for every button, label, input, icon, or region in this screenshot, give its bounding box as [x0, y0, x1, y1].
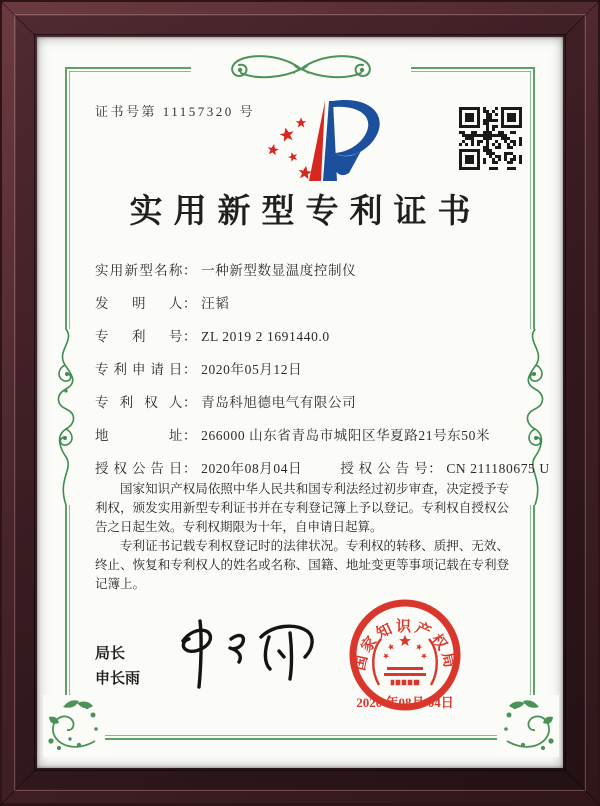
legal-text: [95, 480, 509, 594]
field-colon: ：: [183, 263, 198, 278]
top-flourish-ornament: [191, 49, 411, 87]
field-row-address: [95, 424, 513, 457]
signer-block: [95, 641, 140, 691]
field-row-filing-date: [95, 358, 513, 391]
field-label: 专利申请日: [95, 362, 183, 377]
field-value: 2020年05月12日: [201, 362, 303, 377]
field-value: ZL 2019 2 1691440.0: [201, 329, 330, 344]
field-row-inventor: [95, 292, 513, 325]
cnipa-logo-icon: [249, 95, 425, 189]
field-colon: ：: [183, 461, 198, 476]
left-scroll-ornament: [51, 329, 81, 505]
bottom-left-floral-ornament: [43, 695, 105, 757]
field-value: 一种新型数显温度控制仪: [201, 263, 357, 278]
field-label: 专利权人: [95, 395, 183, 410]
field-label: 授权公告日: [95, 461, 183, 476]
field-colon: ：: [428, 461, 443, 476]
field-row-name: [95, 259, 513, 292]
bottom-right-floral-ornament: [497, 695, 559, 757]
seal-text: 国家知识产权局: [352, 619, 458, 673]
field-label: 专利号: [95, 329, 183, 344]
signer-title: 局长: [95, 645, 126, 662]
signature-handwriting: [169, 615, 329, 699]
seal-date: 2020 年08月 04日: [356, 695, 454, 710]
field-value: 2020年08月04日: [201, 461, 303, 476]
field-label: 实用新型名称: [95, 263, 183, 278]
certificate-paper: [37, 37, 563, 768]
field-row-patent-no: [95, 325, 513, 358]
cnipa-seal: [339, 593, 471, 729]
seal-emblem: [373, 635, 437, 686]
signer-name: 申长雨: [95, 670, 141, 687]
legal-paragraph-1: 国家知识产权局依照中华人民共和国专利法经过初步审查，决定授予专利权，颁发实用新型专利证书并在专利登记簿上予以登记。专利权自授权公告之日起生效。专利权期限为十年，自申请日起算。: [95, 482, 509, 534]
field-row-patentee: [95, 391, 513, 424]
field-colon: ：: [183, 428, 198, 443]
certificate-title: 实用新型专利证书: [129, 194, 482, 230]
field-colon: ：: [183, 329, 198, 344]
certificate-number: 证书号第 11157320 号: [95, 104, 256, 119]
field-label: 授权公告号: [340, 461, 429, 476]
legal-paragraph-2: 专利证书记载专利权登记时的法律状况。专利权的转移、质押、无效、终止、恢复和专利权人的姓名或名称、国籍、地址变更等事项记载在专利登记簿上。: [95, 539, 509, 591]
field-colon: ：: [183, 362, 198, 377]
field-label: 发明人: [95, 296, 183, 311]
grant-date-group: [95, 461, 306, 476]
right-scroll-ornament: [520, 329, 550, 505]
field-list: [95, 259, 550, 490]
field-value: 青岛科旭德电气有限公司: [201, 395, 357, 410]
field-colon: ：: [183, 296, 198, 311]
field-label: 地址: [95, 428, 183, 443]
qr-code: [459, 107, 522, 170]
field-colon: ：: [183, 395, 198, 410]
field-value: CN 211180675 U: [446, 461, 550, 476]
field-value: 266000 山东省青岛市城阳区华夏路21号东50米: [201, 428, 491, 443]
field-value: 汪韬: [201, 296, 230, 311]
grant-no-group: [340, 461, 550, 476]
